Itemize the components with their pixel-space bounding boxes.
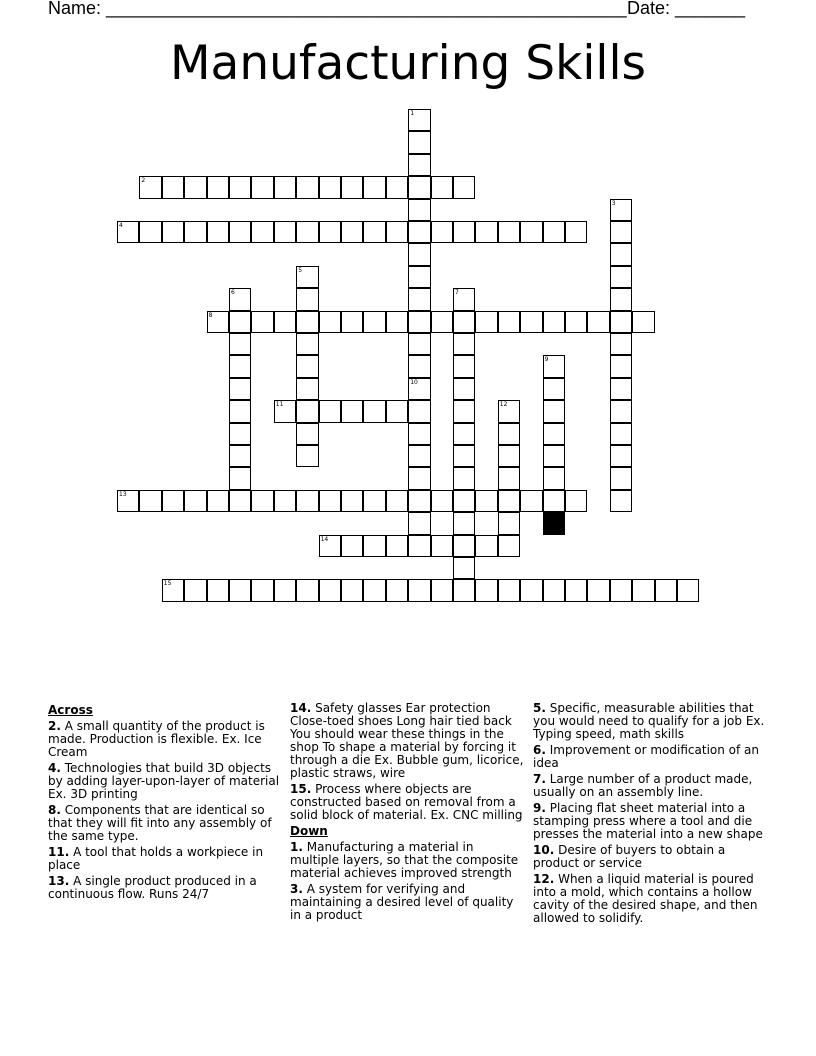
crossword-cell[interactable] [610, 288, 632, 310]
crossword-cell[interactable] [184, 490, 206, 512]
crossword-cell[interactable] [408, 243, 430, 265]
crossword-cell[interactable] [408, 199, 430, 221]
crossword-cell[interactable] [229, 423, 251, 445]
crossword-cell[interactable] [520, 579, 542, 601]
clue-number: 3 [611, 199, 616, 207]
crossword-cell[interactable] [207, 311, 229, 333]
crossword-cell[interactable] [498, 512, 520, 534]
crossword-cell[interactable] [319, 579, 341, 601]
clue-down-12: 12. When a liquid material is poured into a mold, which contains a hollow cavity of the desired shape, and then allowed to solidify. [533, 872, 758, 925]
crossword-cell[interactable] [431, 311, 453, 333]
crossword-cell[interactable] [453, 333, 475, 355]
crossword-cell[interactable] [543, 221, 565, 243]
clues-column-2 [290, 702, 526, 925]
crossword-cell[interactable] [229, 445, 251, 467]
crossword-cell[interactable] [139, 221, 161, 243]
date-field-line: Date: _______ [627, 0, 746, 18]
clue-down-6: 6. Improvement or modification of an idea [533, 743, 759, 770]
crossword-cell[interactable] [543, 400, 565, 422]
crossword-cell[interactable] [184, 579, 206, 601]
clue-number: 2 [141, 177, 146, 185]
crossword-cell[interactable] [162, 221, 184, 243]
crossword-cell[interactable] [341, 176, 363, 198]
crossword-cell[interactable] [251, 579, 273, 601]
crossword-cell[interactable] [453, 423, 475, 445]
crossword-cell[interactable] [408, 109, 430, 131]
crossword-cell[interactable] [408, 378, 430, 400]
crossword-cell[interactable] [453, 355, 475, 377]
crossword-cell[interactable] [453, 311, 475, 333]
crossword-cell[interactable] [520, 311, 542, 333]
crossword-cell[interactable] [408, 154, 430, 176]
clue-number: 13 [119, 490, 127, 498]
crossword-cell[interactable] [408, 333, 430, 355]
crossword-cell[interactable] [117, 221, 139, 243]
crossword-cell[interactable] [229, 221, 251, 243]
crossword-cell[interactable] [408, 266, 430, 288]
crossword-cell[interactable] [296, 176, 318, 198]
crossword-cell[interactable] [386, 579, 408, 601]
crossword-cell[interactable] [475, 535, 497, 557]
crossword-cell[interactable] [475, 490, 497, 512]
crossword-cell[interactable] [229, 288, 251, 310]
crossword-cell[interactable] [498, 400, 520, 422]
crossword-cell[interactable] [274, 311, 296, 333]
crossword-cell[interactable] [408, 490, 430, 512]
crossword-cell[interactable] [475, 311, 497, 333]
crossword-cell[interactable] [498, 311, 520, 333]
crossword-cell[interactable] [341, 311, 363, 333]
crossword-cell[interactable] [139, 176, 161, 198]
crossword-cell[interactable] [229, 176, 251, 198]
crossword-cell[interactable] [229, 333, 251, 355]
crossword-cell[interactable] [319, 221, 341, 243]
crossword-cell[interactable] [610, 445, 632, 467]
crossword-cell[interactable] [386, 176, 408, 198]
crossword-cell[interactable] [162, 490, 184, 512]
crossword-cell[interactable] [408, 579, 430, 601]
crossword-cell[interactable] [319, 311, 341, 333]
crossword-cell[interactable] [453, 579, 475, 601]
crossword-cell[interactable] [453, 221, 475, 243]
crossword-cell[interactable] [565, 579, 587, 601]
crossword-cell[interactable] [453, 445, 475, 467]
crossword-cell[interactable] [207, 579, 229, 601]
name-field-line: Name: ____________________________________________________ [48, 0, 627, 18]
crossword-cell[interactable] [296, 423, 318, 445]
clue-number: 11 [275, 401, 284, 409]
crossword-cell[interactable] [453, 512, 475, 534]
crossword-cell[interactable] [229, 378, 251, 400]
crossword-cell[interactable] [408, 355, 430, 377]
crossword-cell[interactable] [229, 579, 251, 601]
crossword-cell[interactable] [498, 535, 520, 557]
crossword-cell[interactable] [453, 288, 475, 310]
crossword-cell[interactable] [453, 378, 475, 400]
crossword-cell[interactable] [565, 490, 587, 512]
crossword-cell[interactable] [408, 445, 430, 467]
crossword-cell[interactable] [475, 221, 497, 243]
crossword-cell[interactable] [408, 423, 430, 445]
crossword-cell[interactable] [229, 311, 251, 333]
crossword-cell[interactable] [251, 221, 273, 243]
crossword-cell[interactable] [610, 423, 632, 445]
crossword-cell[interactable] [587, 311, 609, 333]
crossword-cell[interactable] [610, 243, 632, 265]
crossword-cell[interactable] [386, 400, 408, 422]
down-heading: Down [290, 824, 328, 838]
crossword-cell[interactable] [610, 221, 632, 243]
crossword-cell[interactable] [408, 221, 430, 243]
crossword-cell[interactable] [408, 512, 430, 534]
crossword-cell[interactable] [610, 311, 632, 333]
crossword-cell[interactable] [543, 378, 565, 400]
across-heading: Across [48, 703, 93, 717]
crossword-cell[interactable] [207, 490, 229, 512]
clue-number: 6 [231, 289, 235, 297]
clue-number: 9 [544, 356, 549, 364]
crossword-cell[interactable] [543, 311, 565, 333]
crossword-cell[interactable] [386, 535, 408, 557]
crossword-cell[interactable] [408, 288, 430, 310]
crossword-cell[interactable] [251, 176, 273, 198]
crossword-cell[interactable] [431, 221, 453, 243]
page-title: Manufacturing Skills [170, 36, 646, 91]
crossword-cell[interactable] [498, 467, 520, 489]
crossword-cell[interactable] [207, 176, 229, 198]
crossword-cell[interactable] [453, 176, 475, 198]
crossword-cell[interactable] [498, 423, 520, 445]
crossword-cell[interactable] [341, 535, 363, 557]
crossword-cell[interactable] [565, 311, 587, 333]
crossword-cell[interactable] [610, 400, 632, 422]
crossword-cell[interactable] [363, 400, 385, 422]
crossword-cell[interactable] [498, 445, 520, 467]
crossword-cell[interactable] [453, 535, 475, 557]
crossword-cell[interactable] [274, 176, 296, 198]
crossword-cell[interactable] [386, 490, 408, 512]
crossword-cell[interactable] [139, 490, 161, 512]
clue-across-15: 15. Process where objects are constructed based on removal from a solid block of material. Ex. CNC milling [290, 782, 523, 822]
crossword-cell[interactable] [229, 467, 251, 489]
clue-number: 1 [410, 110, 415, 117]
crossword-cell[interactable] [632, 579, 654, 601]
clue-number: 10 [410, 378, 418, 386]
crossword-cell[interactable] [296, 221, 318, 243]
crossword-cell[interactable] [453, 400, 475, 422]
clues-column-1 [48, 702, 283, 904]
crossword-cell[interactable] [408, 535, 430, 557]
crossword-cell[interactable] [520, 221, 542, 243]
crossword-cell[interactable] [341, 490, 363, 512]
crossword-cell[interactable] [319, 490, 341, 512]
crossword-cell[interactable] [251, 490, 273, 512]
crossword-cell[interactable] [431, 176, 453, 198]
crossword-cell[interactable] [543, 445, 565, 467]
crossword-cell[interactable] [296, 378, 318, 400]
crossword-cell[interactable] [341, 400, 363, 422]
crossword-cell[interactable] [453, 557, 475, 579]
crossword-cell[interactable] [363, 490, 385, 512]
crossword-cell[interactable] [184, 176, 206, 198]
crossword-cell[interactable] [274, 579, 296, 601]
crossword-cell[interactable] [408, 400, 430, 422]
clue-across-2: 2. A small quantity of the product is made. Production is flexible. Ex. Ice Cream [48, 719, 265, 759]
crossword-cell[interactable] [319, 176, 341, 198]
crossword-cell[interactable] [274, 490, 296, 512]
crossword-cell[interactable] [498, 490, 520, 512]
clues-column-3 [533, 702, 768, 928]
clue-down-9: 9. Placing flat sheet material into a stamping press where a tool and die presses the material into a new shape [533, 801, 763, 841]
crossword-cell[interactable] [610, 333, 632, 355]
crossword-cell[interactable] [319, 535, 341, 557]
clue-across-13: 13. A single product produced in a continuous flow. Runs 24/7 [48, 874, 257, 901]
crossword-cell[interactable] [610, 355, 632, 377]
crossword-cell[interactable] [251, 311, 273, 333]
crossword-cell[interactable] [296, 400, 318, 422]
crossword-cell[interactable] [162, 176, 184, 198]
crossword-cell[interactable] [431, 490, 453, 512]
crossword-cell[interactable] [498, 221, 520, 243]
crossword-cell[interactable] [610, 266, 632, 288]
crossword-cell[interactable] [475, 579, 497, 601]
crossword-cell[interactable] [408, 311, 430, 333]
crossword-cell[interactable] [543, 490, 565, 512]
crossword-cell[interactable] [610, 378, 632, 400]
clue-number: 15 [163, 580, 172, 588]
clue-number: 8 [208, 311, 213, 319]
crossword-cell[interactable] [408, 467, 430, 489]
clue-number: 4 [119, 222, 123, 229]
crossword-cell[interactable] [587, 579, 609, 601]
crossword-cell[interactable] [274, 221, 296, 243]
crossword-cell[interactable] [207, 221, 229, 243]
clue-number: 14 [320, 535, 329, 543]
crossword-cell[interactable] [229, 490, 251, 512]
crossword-cell[interactable] [162, 579, 184, 601]
crossword-cell[interactable] [498, 579, 520, 601]
blocked-cell [543, 512, 565, 534]
crossword-cell[interactable] [363, 176, 385, 198]
clue-number: 7 [455, 289, 459, 297]
crossword-cell[interactable] [296, 288, 318, 310]
clue-number: 5 [298, 266, 303, 274]
crossword-cell[interactable] [610, 490, 632, 512]
clue-across-14: 14. Safety glasses Ear protection Close-toed shoes Long hair tied back You should wear these things in the shop To shape a material by forcing it through a die Ex. Bubble gum, licorice, plastic straws, wire [290, 701, 524, 780]
crossword-cell[interactable] [431, 535, 453, 557]
crossword-cell[interactable] [431, 579, 453, 601]
clue-across-11: 11. A tool that holds a workpiece in place [48, 845, 264, 872]
crossword-cell[interactable] [363, 221, 385, 243]
clue-down-3: 3. A system for verifying and maintaining a desired level of quality in a product [290, 882, 514, 922]
crossword-cell[interactable] [341, 221, 363, 243]
clue-down-10: 10. Desire of buyers to obtain a product or service [533, 843, 726, 870]
crossword-cell[interactable] [610, 579, 632, 601]
crossword-cell[interactable] [386, 311, 408, 333]
crossword-cell[interactable] [341, 579, 363, 601]
crossword-cell[interactable] [655, 579, 677, 601]
crossword-cell[interactable] [632, 311, 654, 333]
crossword-cell[interactable] [229, 355, 251, 377]
crossword-cell[interactable] [296, 445, 318, 467]
clue-across-4: 4. Technologies that build 3D objects by adding layer-upon-layer of material Ex. 3D printing [48, 761, 280, 801]
crossword-cell[interactable] [610, 467, 632, 489]
crossword-cell[interactable] [184, 221, 206, 243]
crossword-cell[interactable] [363, 311, 385, 333]
crossword-cell[interactable] [296, 355, 318, 377]
crossword-cell[interactable] [274, 400, 296, 422]
crossword-cell[interactable] [610, 199, 632, 221]
crossword-cell[interactable] [543, 467, 565, 489]
crossword-cell[interactable] [408, 131, 430, 153]
crossword-cell[interactable] [453, 467, 475, 489]
crossword-cell[interactable] [543, 423, 565, 445]
crossword-cell[interactable] [386, 221, 408, 243]
crossword-cell[interactable] [296, 266, 318, 288]
crossword-cell[interactable] [543, 579, 565, 601]
crossword-cell[interactable] [319, 400, 341, 422]
crossword-cell[interactable] [229, 400, 251, 422]
clue-across-8: 8. Components that are identical so that they will fit into any assembly of the same type. [48, 803, 272, 843]
crossword-cell[interactable] [677, 579, 699, 601]
crossword-cell[interactable] [565, 221, 587, 243]
crossword-cell[interactable] [117, 490, 139, 512]
crossword-cell[interactable] [408, 176, 430, 198]
clue-down-1: 1. Manufacturing a material in multiple layers, so that the composite material achieves improved strength [290, 840, 519, 880]
crossword-cell[interactable] [543, 355, 565, 377]
crossword-cell[interactable] [296, 333, 318, 355]
clue-number: 12 [499, 401, 508, 409]
crossword-cell[interactable] [363, 579, 385, 601]
crossword-cell[interactable] [363, 535, 385, 557]
crossword-cell[interactable] [453, 490, 475, 512]
crossword-cell[interactable] [296, 579, 318, 601]
crossword-cell[interactable] [296, 311, 318, 333]
crossword-cell[interactable] [520, 490, 542, 512]
crossword-cell[interactable] [296, 490, 318, 512]
clue-down-5: 5. Specific, measurable abilities that you would need to qualify for a job Ex. Typing speed, math skills [533, 701, 765, 741]
clue-down-7: 7. Large number of a product made, usually on an assembly line. [533, 772, 753, 799]
